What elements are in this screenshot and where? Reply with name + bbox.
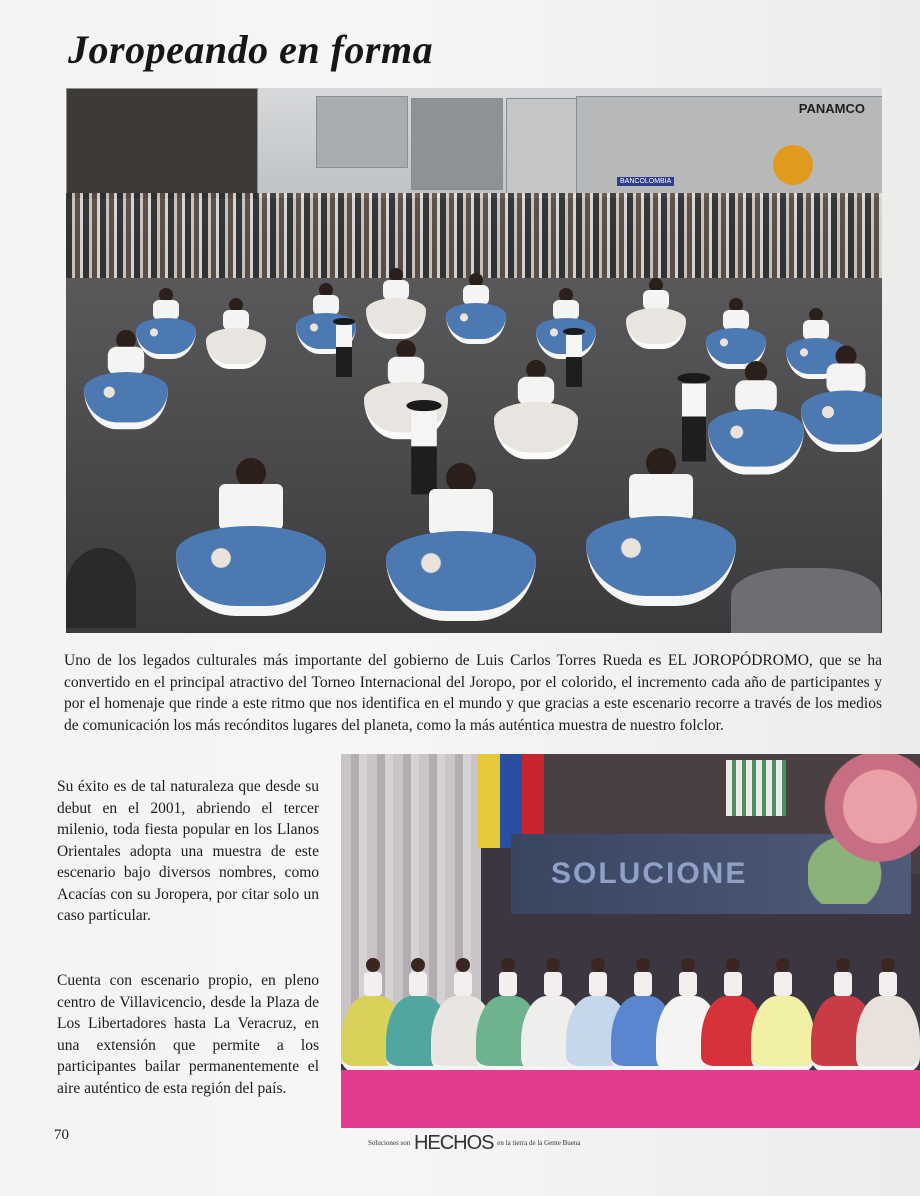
footer-brand: HECHOS [413, 1132, 494, 1154]
page-number: 70 [54, 1127, 69, 1143]
dancers-street-photo [66, 88, 882, 633]
building [576, 96, 882, 198]
dancer [70, 330, 182, 456]
spectator-head [731, 568, 881, 633]
tree-area [66, 88, 258, 200]
male-dancer [566, 328, 582, 388]
building [506, 98, 578, 195]
dancer [786, 346, 882, 481]
footer-prefix: Soluciones son [368, 1139, 411, 1148]
male-dancer [336, 318, 352, 378]
foreground-dancer [586, 448, 736, 618]
building [316, 96, 408, 168]
stage-banner: SOLUCIONE [511, 834, 911, 914]
spectator-head [66, 548, 136, 628]
dancer [206, 298, 266, 368]
store-sign: BANCOLOMBIA [617, 177, 674, 186]
striped-banner [726, 760, 786, 816]
column-paragraph: Cuenta con escenario propio, en pleno centro de Villavicencio, desde la Plaza de Los Libertadores hasta La Veracruz, en una extensión que permite a los participantes bailar permanentemente el aire auténtico de esta región del país. [57, 972, 319, 1097]
pageant-contestant [751, 958, 815, 1072]
flag-stripe [478, 754, 500, 848]
building [411, 98, 503, 190]
stage-queens-photo [341, 754, 920, 1128]
foreground-dancer [176, 458, 326, 628]
store-sign: PANAMCO [798, 101, 865, 116]
dancer [626, 278, 686, 348]
foreground-dancer [386, 463, 536, 633]
page-title: Joropeando en forma [68, 27, 434, 72]
logo-circle [773, 145, 813, 185]
dancer [366, 268, 426, 338]
flower-decoration [808, 754, 920, 904]
column-paragraph: Su éxito es de tal naturaleza que desde su debut en el 2001, abriendo el tercer milenio, toda fiesta popular en los Llanos Orientales adopta una muestra de este escenario bajo diversos nombres, como Acacías con su Joropera, por citar solo un caso particular. [57, 778, 319, 924]
footer-suffix: en la tierra de la Gente Buena [497, 1139, 581, 1148]
dancer [446, 273, 506, 343]
dancer [706, 298, 766, 368]
footer-slogan [368, 1132, 580, 1155]
pageant-contestant [856, 958, 920, 1072]
dancer [350, 340, 462, 466]
intro-paragraph: Uno de los legados culturales más importante del gobierno de Luis Carlos Torres Rueda es EL JOROPÓDROMO, que se ha convertido en el principal atractivo del Torneo Internacional del Joropo, por el colorido, el incremento cada año de participantes y por el homenaje que rinde a este ritmo que nos identifica en el mundo y que gracias a este escenario recorre a través de los medios de comunicación los más recónditos lugares del planeta, como la más auténtica muestra de nuestro folclor. [64, 652, 882, 734]
stage-floor [341, 1070, 920, 1128]
spectator-crowd [66, 193, 882, 283]
